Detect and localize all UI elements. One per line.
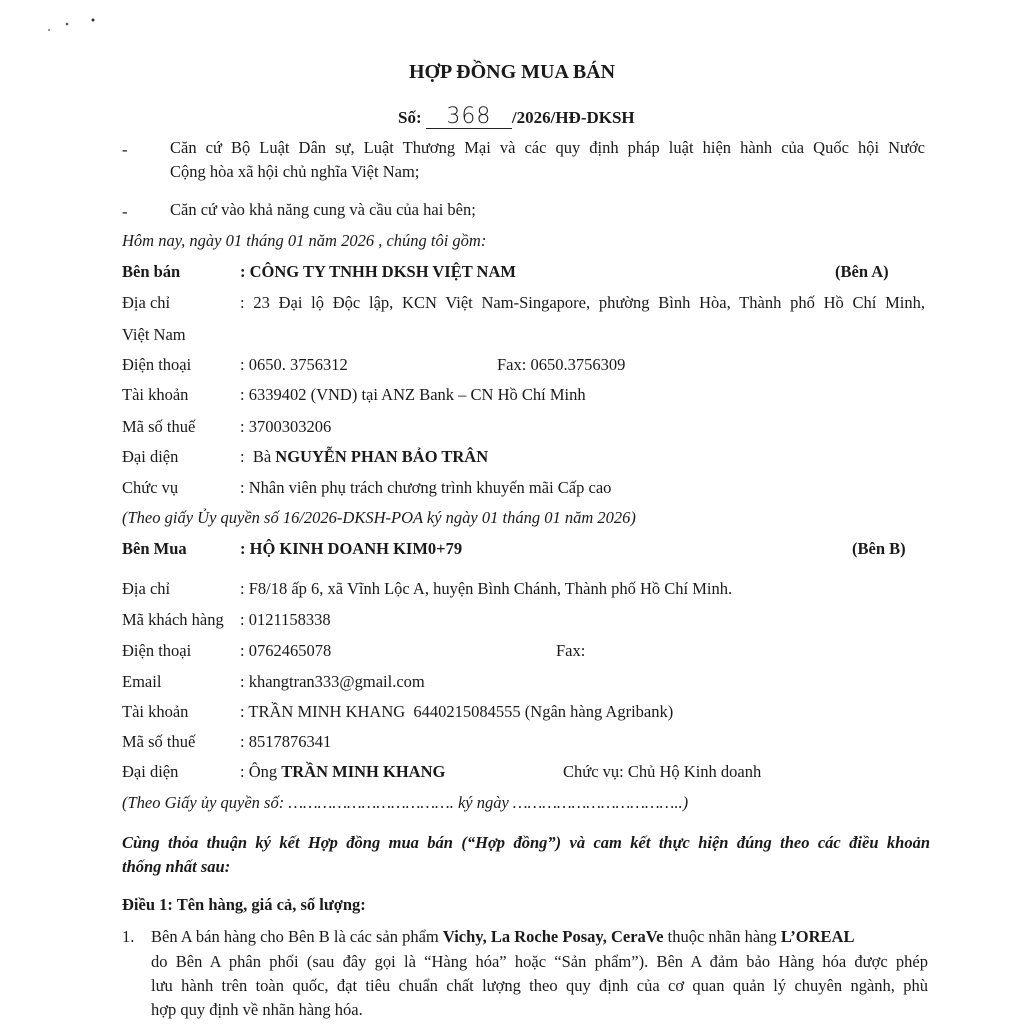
contract-number [398, 106, 635, 129]
buyer-rep [240, 762, 445, 782]
buyer-customer-code: : 0121158338 [240, 610, 331, 629]
seller-phone: : 0650. 3756312 [240, 355, 348, 374]
agreement-line: thống nhất sau: [122, 857, 231, 876]
seller-account: : 6339402 (VND) tại ANZ Bank – CN Hồ Chí Minh [240, 385, 586, 404]
article-1-line: do Bên A phân phối (sau đây gọi là “Hàng hóa” hoặc “Sản phẩm”). Bên A đảm bảo Hàng hóa được phép [151, 952, 928, 971]
basis-line: Cộng hòa xã hội chủ nghĩa Việt Nam; [170, 162, 420, 181]
buyer-rep-label: Đại diện [122, 762, 179, 781]
text: Bên A bán hàng cho Bên B là các sản phẩm [151, 927, 443, 946]
seller-rep-label: Đại diện [122, 447, 179, 466]
brands: Vichy, La Roche Posay, CeraVe [442, 927, 664, 946]
buyer-account-label: Tài khoản [122, 702, 189, 721]
bullet-dash: - [122, 202, 128, 221]
seller-tax: : 3700303206 [240, 417, 332, 436]
item-number: 1. [122, 927, 135, 946]
buyer-tax: : 8517876341 [240, 732, 332, 751]
number-suffix: /2026/HĐ-DKSH [511, 108, 635, 127]
buyer-name: : HỘ KINH DOANH KIM0+79 [240, 539, 463, 558]
buyer-email-label: Email [122, 672, 162, 691]
seller-rep-name: NGUYỄN PHAN BẢO TRÂN [275, 447, 489, 466]
seller-tax-label: Mã số thuế [122, 417, 196, 436]
buyer-position: Chức vụ: Chủ Hộ Kinh doanh [563, 762, 762, 781]
buyer-rep-prefix: : Ông [240, 762, 282, 781]
buyer-address: : F8/18 ấp 6, xã Vĩnh Lộc A, huyện Bình Chánh, Thành phố Hồ Chí Minh. [240, 579, 733, 598]
article-1-line: hợp quy định về nhãn hàng hóa. [151, 1000, 363, 1019]
seller-fax: Fax: 0650.3756309 [497, 355, 626, 374]
handwritten-number: 368 [426, 106, 512, 129]
article-1-line [151, 927, 854, 947]
seller-account-label: Tài khoản [122, 385, 189, 404]
date-line: Hôm nay, ngày 01 tháng 01 năm 2026 , chúng tôi gồm: [122, 231, 487, 250]
seller-name: : CÔNG TY TNHH DKSH VIỆT NAM [240, 262, 516, 281]
number-prefix: Số: [398, 108, 422, 127]
seller-position-label: Chức vụ [122, 478, 179, 497]
buyer-phone: : 0762465078 [240, 641, 332, 660]
buyer-account: : TRẦN MINH KHANG 6440215084555 (Ngân hàng Agribank) [240, 702, 674, 721]
document-title: HỢP ĐỒNG MUA BÁN [408, 61, 616, 83]
buyer-customer-label: Mã khách hàng [122, 610, 224, 629]
buyer-fax: Fax: [556, 641, 586, 660]
seller-rep-prefix: : Bà [240, 447, 276, 466]
buyer-rep-name: TRẦN MINH KHANG [281, 762, 446, 781]
buyer-authorization: (Theo Giấy ủy quyền số: ……………………………. ký ngày ……………………………..) [122, 793, 689, 812]
article-1-line: lưu hành trên toàn quốc, đạt tiêu chuẩn chất lượng theo quy định của cơ quan quản lý chuyên ngành, phù [151, 976, 928, 995]
buyer-email: : khangtran333@gmail.com [240, 672, 425, 691]
seller-phone-label: Điện thoại [122, 355, 192, 374]
brand-owner: L’OREAL [780, 927, 855, 946]
text: thuộc nhãn hàng [663, 927, 781, 946]
buyer-address-label: Địa chỉ [122, 579, 171, 598]
seller-label: Bên bán [122, 262, 181, 281]
basis-line: Căn cứ Bộ Luật Dân sự, Luật Thương Mại và các quy định pháp luật hiện hành của Quốc hội Nước [170, 138, 925, 157]
scan-specks [45, 14, 105, 34]
seller-authorization: (Theo giấy Ủy quyền số 16/2026-DKSH-POA ký ngày 01 tháng 01 năm 2026) [122, 508, 636, 527]
agreement-line: Cùng thỏa thuận ký kết Hợp đồng mua bán (“Hợp đồng”) và cam kết thực hiện đúng theo các điều khoản [122, 833, 930, 852]
seller-rep [240, 447, 488, 467]
seller-tag: (Bên A) [835, 262, 889, 281]
buyer-tax-label: Mã số thuế [122, 732, 196, 751]
basis-line: Căn cứ vào khả năng cung và cầu của hai bên; [170, 200, 476, 219]
buyer-label: Bên Mua [122, 539, 187, 558]
buyer-tag: (Bên B) [852, 539, 906, 558]
seller-position: : Nhân viên phụ trách chương trình khuyến mãi Cấp cao [240, 478, 612, 497]
seller-address-cont: Việt Nam [122, 325, 186, 344]
seller-address-label: Địa chỉ [122, 293, 171, 312]
article-1-heading: Điều 1: Tên hàng, giá cả, số lượng: [122, 895, 366, 914]
bullet-dash: - [122, 140, 128, 159]
buyer-phone-label: Điện thoại [122, 641, 192, 660]
seller-address: : 23 Đại lộ Độc lập, KCN Việt Nam-Singapore, phường Bình Hòa, Thành phố Hồ Chí Minh, [240, 293, 925, 312]
